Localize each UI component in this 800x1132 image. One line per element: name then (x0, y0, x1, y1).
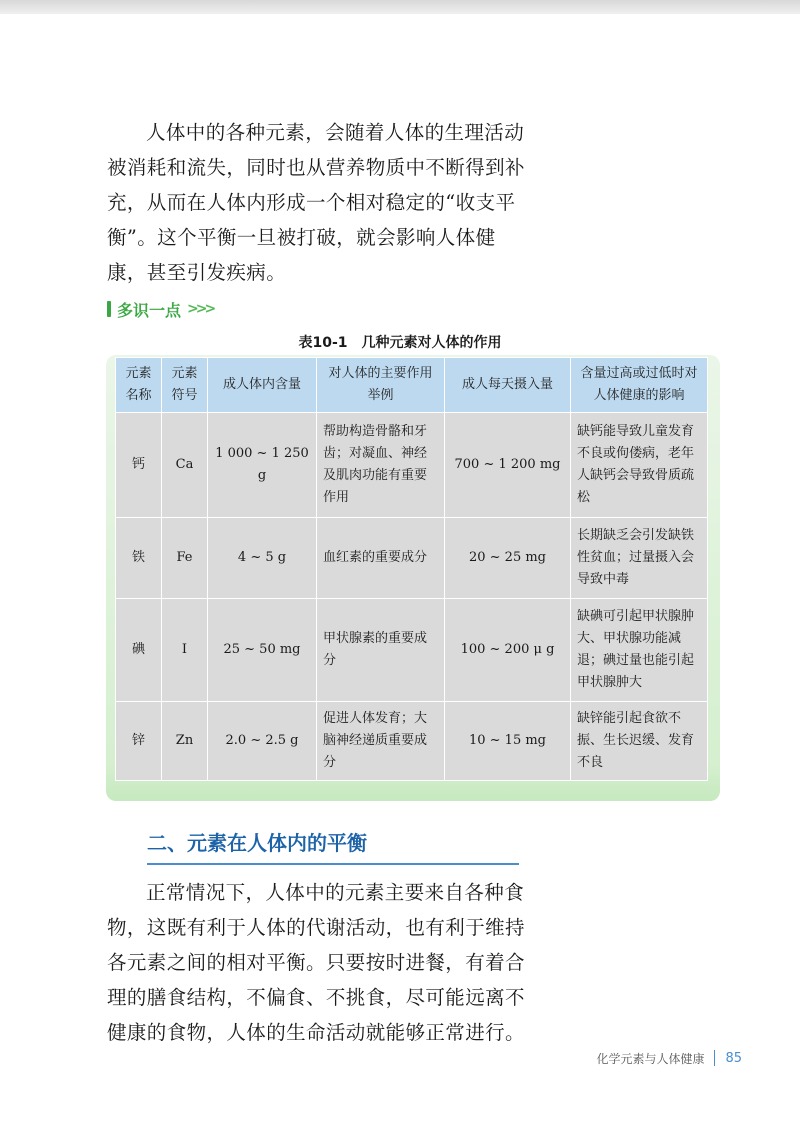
page-number: 85 (725, 1050, 742, 1066)
cell-main-role: 促进人体发育；大脑神经递质重要成分 (317, 702, 445, 781)
cell-element-name: 钙 (116, 413, 162, 518)
cell-main-role: 甲状腺素的重要成分 (317, 599, 445, 702)
chapter-title: 化学元素与人体健康 (596, 1051, 705, 1066)
cell-body-content: 25 ~ 50 mg (208, 599, 317, 702)
table-title: 表10-1 几种元素对人体的作用 (298, 335, 502, 351)
cell-element-symbol: Ca (162, 413, 208, 518)
body-paragraph-text: 正常情况下，人体中的元素主要来自各种食物，这既有利于人体的代谢活动，也有利于维持各元素之间的相对平衡。只要按时进餐，有着合理的膳食结构，不偏食、不挑食，尽可能远离不健康的食物，人体的生命活动就能够正常进行。 (107, 881, 525, 1044)
cell-body-content: 2.0 ~ 2.5 g (208, 702, 317, 781)
cell-body-content: 1 000 ~ 1 250 g (208, 413, 317, 518)
header-element-symbol: 元素符号 (162, 358, 208, 413)
table-row (116, 599, 708, 702)
cell-daily-intake: 10 ~ 15 mg (445, 702, 571, 781)
table-header-row (116, 358, 708, 413)
cell-daily-intake: 700 ~ 1 200 mg (445, 413, 571, 518)
section-heading (147, 826, 519, 865)
header-element-name: 元素名称 (116, 358, 162, 413)
header-health-effect: 含量过高或过低时对人体健康的影响 (571, 358, 708, 413)
label-bar-icon (107, 301, 111, 317)
header-main-role: 对人体的主要作用举例 (317, 358, 445, 413)
cell-health-effect: 缺锌能引起食欲不振、生长迟缓、发育不良 (571, 702, 708, 781)
cell-element-name: 铁 (116, 518, 162, 599)
cell-element-name: 碘 (116, 599, 162, 702)
header-daily-intake: 成人每天摄入量 (445, 358, 571, 413)
cell-main-role: 血红素的重要成分 (317, 518, 445, 599)
cell-element-name: 锌 (116, 702, 162, 781)
cell-body-content: 4 ~ 5 g (208, 518, 317, 599)
table-row (116, 702, 708, 781)
page-top-band (0, 0, 800, 14)
cell-element-symbol: Zn (162, 702, 208, 781)
cell-health-effect: 长期缺乏会引发缺铁性贫血；过量摄入会导致中毒 (571, 518, 708, 599)
cell-health-effect: 缺碘可引起甲状腺肿大、甲状腺功能减退；碘过量也能引起甲状腺肿大 (571, 599, 708, 702)
cell-element-symbol: I (162, 599, 208, 702)
cell-main-role: 帮助构造骨骼和牙齿；对凝血、神经及肌肉功能有重要作用 (317, 413, 445, 518)
elements-table (115, 357, 708, 781)
chevrons-icon: >>> (187, 301, 214, 317)
cell-element-symbol: Fe (162, 518, 208, 599)
more-knowledge-label (107, 296, 213, 322)
section-heading-text: 二、元素在人体内的平衡 (147, 831, 367, 855)
cell-daily-intake: 100 ~ 200 μ g (445, 599, 571, 702)
footer-divider (714, 1050, 715, 1066)
cell-daily-intake: 20 ~ 25 mg (445, 518, 571, 599)
more-knowledge-text: 多识一点 (117, 300, 182, 320)
table-row (116, 413, 708, 518)
cell-health-effect: 缺钙能导致儿童发育不良或佝偻病，老年人缺钙会导致骨质疏松 (571, 413, 708, 518)
intro-paragraph-text: 人体中的各种元素，会随着人体的生理活动被消耗和流失，同时也从营养物质中不断得到补充，从而在人体内形成一个相对稳定的“收支平衡”。这个平衡一旦被打破，就会影响人体健康，甚至引发疾病。 (107, 121, 525, 284)
table-row (116, 518, 708, 599)
intro-paragraph (107, 115, 527, 290)
body-paragraph (107, 875, 527, 1050)
header-body-content: 成人体内含量 (208, 358, 317, 413)
page-footer (596, 1048, 742, 1068)
